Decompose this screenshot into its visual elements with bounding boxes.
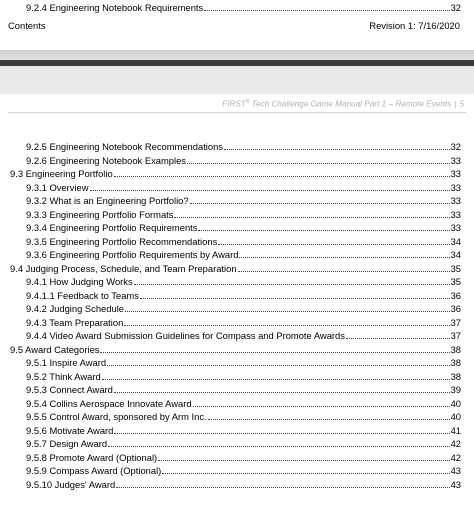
toc-entry-page: 33 [450, 208, 461, 220]
toc-leader-dots [190, 194, 450, 204]
toc-leader-dots [204, 1, 449, 11]
toc-entry[interactable] [26, 235, 461, 248]
toc-entry-page: 33 [450, 181, 461, 193]
toc-entry-page: 42 [450, 438, 461, 450]
toc-entry[interactable] [26, 221, 461, 234]
toc-entry[interactable] [26, 478, 461, 491]
toc-leader-dots [187, 154, 450, 164]
page-header [222, 99, 464, 109]
toc-entry[interactable] [26, 410, 461, 423]
toc-entry-page: 42 [450, 451, 461, 463]
toc-entry[interactable] [26, 370, 461, 383]
toc-entry-title: 9.4 Judging Process, Schedule, and Team Preparation [10, 262, 237, 274]
toc-entry[interactable] [26, 1, 461, 14]
toc-entry[interactable] [26, 302, 461, 315]
toc-entry[interactable] [26, 356, 461, 369]
toc-entry-title: 9.3.5 Engineering Portfolio Recommendations [26, 235, 218, 247]
toc-entry[interactable] [26, 181, 461, 194]
toc-leader-dots [193, 397, 450, 407]
header-rule [8, 112, 466, 113]
toc-leader-dots [114, 383, 450, 393]
toc-entry-page: 38 [450, 370, 461, 382]
header-manual-title: Tech Challenge Game Manual Part 1 – Remote Events [249, 99, 452, 109]
toc-entry-title: 9.5.10 Judges' Award [26, 479, 116, 490]
toc-entry-title: 9.2.4 Engineering Notebook Requirements [26, 2, 204, 13]
toc-leader-dots [107, 356, 449, 366]
toc-entry-title: 9.3.3 Engineering Portfolio Formats [26, 208, 174, 220]
toc-entry[interactable] [26, 289, 461, 302]
toc-entry[interactable] [26, 208, 461, 221]
toc-entry-title: 9.5.5 Control Award, sponsored by Arm Inc. [26, 411, 207, 423]
toc-leader-dots [198, 221, 449, 231]
header-registered-mark: ® [245, 99, 250, 105]
toc-entry-title: 9.4.1 How Judging Works [26, 276, 133, 288]
page-separator [0, 50, 474, 94]
toc-leader-dots [102, 370, 450, 380]
toc-entry-page: 35 [450, 262, 461, 274]
toc-leader-dots [224, 140, 450, 150]
toc-leader-dots [218, 235, 449, 245]
toc-entry-title: 9.3.4 Engineering Portfolio Requirements [26, 222, 198, 234]
toc-entry-page: 39 [450, 384, 461, 396]
toc-leader-dots [90, 181, 450, 191]
toc-entry-page: 32 [450, 2, 461, 13]
toc-entry-title: 9.5 Award Categories [10, 343, 100, 355]
toc-entry-title: 9.2.5 Engineering Notebook Recommendations [26, 141, 223, 152]
toc-entry-title: 9.3.2 What is an Engineering Portfolio? [26, 195, 189, 207]
toc-entry[interactable] [26, 397, 461, 410]
toc-leader-dots [134, 275, 450, 285]
toc-leader-dots [174, 208, 449, 218]
toc-entry-title: 9.5.4 Collins Aerospace Innovate Award [26, 397, 192, 409]
toc-entry[interactable] [26, 424, 461, 437]
toc-leader-dots [125, 302, 450, 312]
toc-entry-title: 9.4.4 Video Award Submission Guidelines for Compass and Promote Awards [26, 330, 345, 342]
toc-leader-dots [100, 343, 449, 353]
toc-entry[interactable] [10, 167, 461, 180]
toc-entry[interactable] [10, 262, 461, 275]
toc-entry[interactable] [26, 316, 461, 329]
toc-entry-page: 33 [450, 168, 461, 180]
toc-entry[interactable] [26, 248, 461, 261]
header-separator: | [454, 99, 457, 109]
toc-leader-dots [116, 478, 449, 488]
toc-leader-dots [108, 437, 449, 447]
toc-entry-page: 40 [450, 411, 461, 423]
toc-entry-page: 32 [450, 141, 461, 152]
toc-entry-title: 9.5.2 Think Award [26, 370, 101, 382]
toc-leader-dots [114, 167, 450, 177]
toc-entry-title: 9.4.1.1 Feedback to Teams [26, 289, 139, 301]
toc-entry-title: 9.4.3 Team Preparation [26, 316, 124, 328]
toc-entry-title: 9.5.9 Compass Award (Optional) [26, 465, 162, 477]
toc-entry-title: 9.5.1 Inspire Award [26, 357, 107, 369]
toc-entry-page: 36 [450, 303, 461, 315]
toc-leader-dots [208, 410, 450, 420]
toc-entry-title: 9.3.1 Overview [26, 181, 89, 193]
toc-entry-page: 38 [450, 357, 461, 369]
page-separator-bar [0, 60, 474, 66]
toc-entry-page: 41 [450, 424, 461, 436]
toc-entry-page: 38 [450, 343, 461, 355]
header-page-number: 5 [459, 99, 464, 109]
toc-entry-page: 37 [450, 330, 461, 342]
toc-leader-dots [162, 464, 449, 474]
toc-entry-page: 37 [450, 316, 461, 328]
toc-leader-dots [114, 424, 449, 434]
toc-entry-page: 40 [450, 397, 461, 409]
toc-entry-page: 34 [450, 249, 461, 261]
toc-entry-title: 9.4.2 Judging Schedule [26, 303, 124, 315]
toc-entry[interactable] [26, 140, 461, 153]
toc-entry[interactable] [26, 383, 461, 396]
toc-entry-title: 9.3 Engineering Portfolio [10, 168, 113, 180]
toc-entry-title: 9.5.7 Design Award [26, 438, 108, 450]
toc-entry[interactable] [26, 194, 461, 207]
toc-entry[interactable] [26, 437, 461, 450]
toc-entry[interactable] [26, 154, 461, 167]
toc-entry-page: 43 [450, 479, 461, 490]
toc-entry-title: 9.5.3 Connect Award [26, 384, 113, 396]
header-first: FIRST [222, 99, 246, 109]
toc-entry-page: 34 [450, 235, 461, 247]
toc-entry-title: 9.3.6 Engineering Portfolio Requirements by Award [26, 249, 239, 261]
toc-entry-page: 36 [450, 289, 461, 301]
toc-entry[interactable] [26, 275, 461, 288]
toc-entry-page: 33 [450, 222, 461, 234]
toc-leader-dots [238, 262, 450, 272]
toc-entry[interactable] [26, 464, 461, 477]
toc-leader-dots [158, 451, 449, 461]
previous-page [0, 0, 474, 50]
toc-leader-dots [346, 329, 450, 339]
toc-entry-page: 35 [450, 276, 461, 288]
toc-leader-dots [124, 316, 449, 326]
toc-entry-title: 9.5.6 Motivate Award [26, 424, 114, 436]
toc-entry[interactable] [26, 329, 461, 342]
toc-entry[interactable] [10, 343, 461, 356]
toc-entry-title: 9.2.6 Engineering Notebook Examples [26, 154, 186, 166]
toc-entry-page: 43 [450, 465, 461, 477]
toc-entry[interactable] [26, 451, 461, 464]
toc-entry-page: 33 [450, 195, 461, 207]
footer-revision: Revision 1: 7/16/2020 [369, 20, 460, 31]
toc-entry-page: 33 [450, 154, 461, 166]
toc-entry-title: 9.5.8 Promote Award (Optional) [26, 451, 158, 463]
toc-leader-dots [239, 248, 449, 258]
footer-section-label: Contents [8, 20, 46, 31]
toc-leader-dots [140, 289, 450, 299]
